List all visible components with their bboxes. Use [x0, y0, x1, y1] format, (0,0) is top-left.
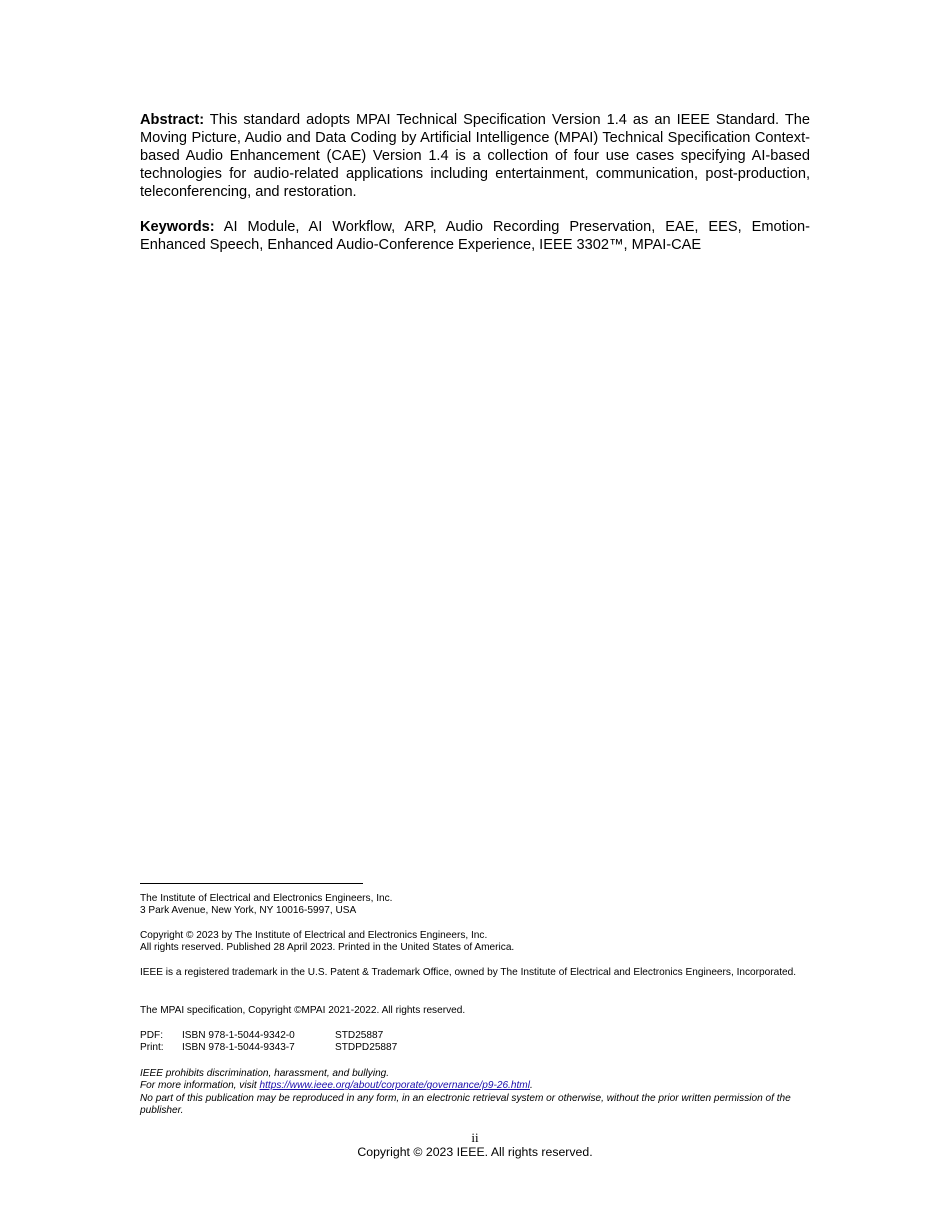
isbn-std: STDPD25887 — [335, 1042, 398, 1054]
copyright-line: Copyright © 2023 by The Institute of Electrical and Electronics Engineers, Inc. — [140, 930, 488, 941]
isbn-row-print — [140, 1042, 397, 1054]
page-number: ii — [471, 1130, 479, 1145]
keywords-paragraph — [140, 218, 810, 254]
isbn-row-pdf — [140, 1030, 397, 1042]
publisher-name: The Institute of Electrical and Electronics Engineers, Inc. — [140, 893, 393, 904]
abstract-text: This standard adopts MPAI Technical Specification Version 1.4 as an IEEE Standard. The Moving Picture, Audio and Data Coding by Artificial Intelligence (MPAI) Technical Specification Context-based Audio Enhancement (CAE) Version 1.4 is a collection of four use cases specifying AI-based technologies for audio-related applications including entertainment, communication, post-production, teleconferencing, and restoration. — [140, 112, 810, 200]
abstract-paragraph — [140, 111, 810, 201]
abstract-label: Abstract: — [140, 112, 205, 128]
policy-notice — [140, 1068, 812, 1118]
trademark-notice: IEEE is a registered trademark in the U.S. Patent & Trademark Office, owned by The Institute of Electrical and Electronics Engineers, Incorporated. — [140, 967, 797, 978]
isbn-table — [140, 1030, 397, 1055]
isbn-std: STD25887 — [335, 1030, 384, 1041]
rights-line: All rights reserved. Published 28 April 2023. Printed in the United States of America. — [140, 942, 515, 954]
policy-info-prefix: For more information, visit — [140, 1080, 260, 1092]
publisher-block — [140, 893, 812, 918]
publisher-address: 3 Park Avenue, New York, NY 10016-5997, USA — [140, 905, 357, 917]
isbn-format: PDF: — [140, 1030, 163, 1041]
footer-copyright: Copyright © 2023 IEEE. All rights reserved. — [357, 1145, 593, 1159]
isbn-number: ISBN 978-1-5044-9343-7 — [182, 1042, 295, 1054]
copyright-block — [140, 930, 812, 955]
policy-info-suffix: . — [529, 1080, 533, 1092]
mpai-copyright: The MPAI specification, Copyright ©MPAI 2021-2022. All rights reserved. — [140, 1005, 466, 1016]
policy-link[interactable]: https://www.ieee.org/about/corporate/governance/p9-26.html — [259, 1080, 530, 1092]
footnote-divider — [140, 883, 363, 884]
isbn-number: ISBN 978-1-5044-9342-0 — [182, 1030, 295, 1041]
isbn-format: Print: — [140, 1042, 164, 1054]
keywords-text: AI Module, AI Workflow, ARP, Audio Recording Preservation, EAE, EES, Emotion-Enhanced Speech, Enhanced Audio-Conference Experience, IEEE 3302™, MPAI-CAE — [140, 219, 810, 253]
policy-statement: IEEE prohibits discrimination, harassment, and bullying. — [140, 1068, 390, 1079]
keywords-label: Keywords: — [140, 219, 215, 235]
reproduction-notice: No part of this publication may be reproduced in any form, in an electronic retrieval system or otherwise, without the prior written permission of the publisher. — [140, 1092, 791, 1117]
